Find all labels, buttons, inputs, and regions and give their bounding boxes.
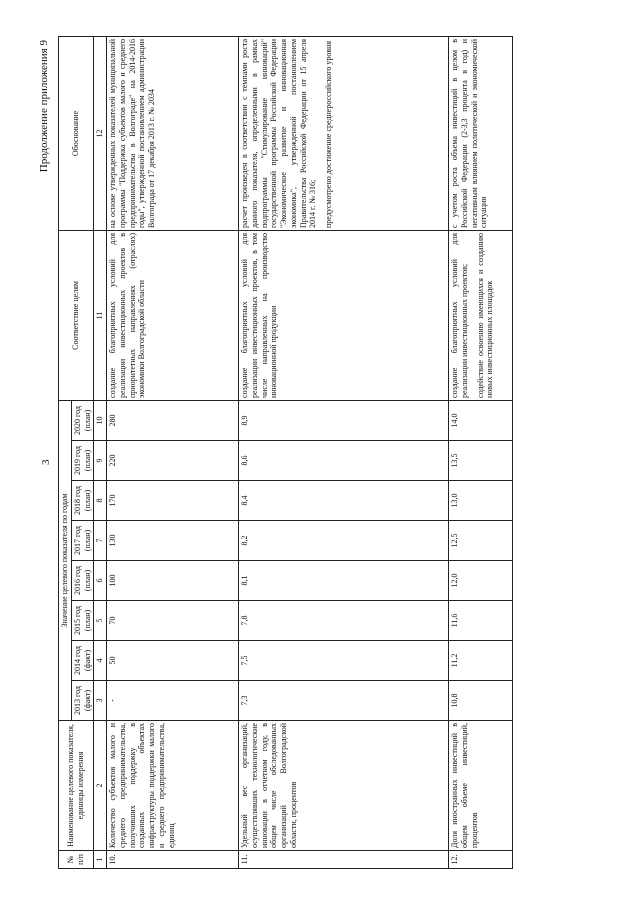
col-number: 1 — [94, 851, 107, 869]
basis-text: расчет произведен в соответствии с темпами роста данного показателя, определенными в рамках подпрограммы "Стимулирование инноваций" государственной программы Российской Федерации "Экономическое развитие и инновационная экономика", утвержденной постановлением Правительства Российской Федерации от 15 апреля 2014 г. № 316; — [240, 38, 318, 228]
col-number: 6 — [94, 561, 107, 601]
header-values-group: Значение целевого показателя по годам — [59, 400, 72, 720]
value-2017: 12,5 — [449, 521, 513, 561]
value-2018: 13,0 — [449, 481, 513, 521]
value-2019: 220 — [107, 441, 239, 481]
target-indicators-table — [58, 36, 513, 869]
value-2015: 11,6 — [449, 601, 513, 641]
header-year-2015: 2015 год (план) — [71, 601, 94, 641]
value-2016: 100 — [107, 561, 239, 601]
indicator-name: Количество субъектов малого и среднего предпринимательства, получивших поддержку в созданных объектах инфраструктуры поддержки малого и среднего предпринимательства, единиц — [107, 721, 239, 851]
goal-text: создание благоприятных условий для реализации инвестиционных проектов в приоритетных направлениях (отраслях) экономики Волгоградской области — [107, 230, 239, 400]
row-number: 10. — [107, 851, 239, 869]
basis-cell — [239, 36, 449, 230]
value-2015: 70 — [107, 601, 239, 641]
value-2020: 8,9 — [239, 400, 449, 440]
goal-text: создание благоприятных условий для реализации инвестиционных проектов; — [450, 232, 469, 398]
basis-cell — [107, 36, 239, 230]
col-number: 5 — [94, 601, 107, 641]
value-2019: 13,5 — [449, 441, 513, 481]
col-number: 2 — [94, 721, 107, 851]
value-2014: 50 — [107, 641, 239, 681]
header-year-2013: 2013 год (факт) — [71, 681, 94, 721]
value-2014: 11,2 — [449, 641, 513, 681]
header-year-2020: 2020 год (план) — [71, 400, 94, 440]
value-2017: 130 — [107, 521, 239, 561]
page-number: 3 — [40, 459, 52, 465]
basis-text: на основе утвержденных показателей муниципальной программы "Поддержка субъектов малого и среднего предпринимательства в Волгограде" на 2014-2016 годы", утвержденной постановлением администрации Волгограда от 17 декабря 2013 г. № 2034 — [108, 38, 156, 228]
continuation-caption: Продолжение приложения 9 — [38, 40, 50, 173]
col-number: 10 — [94, 400, 107, 440]
row-number: 11. — [239, 851, 449, 869]
header-year-2014: 2014 год (факт) — [71, 641, 94, 681]
value-2018: 8,4 — [239, 481, 449, 521]
col-number: 3 — [94, 681, 107, 721]
header-year-2017: 2017 год (план) — [71, 521, 94, 561]
value-2017: 8,2 — [239, 521, 449, 561]
basis-cell — [449, 36, 513, 230]
header-num: № п/п — [59, 851, 94, 869]
header-year-2016: 2016 год (план) — [71, 561, 94, 601]
goal-text: создание благоприятных условий для реализации инвестиционных проектов, в том числе направленных на производство инновационной продукции — [239, 230, 449, 400]
indicator-name: Доля иностранных инвестиций в общем объеме инвестиций, процентов — [449, 721, 513, 851]
col-number: 4 — [94, 641, 107, 681]
header-basis: Обоснование — [59, 36, 94, 230]
header-name: Наименование целевого показателя, единицы измерения — [59, 721, 94, 851]
value-2013: - — [107, 681, 239, 721]
header-year-2019: 2019 год (план) — [71, 441, 94, 481]
basis-text: с учетом роста объема инвестиций в целом в Российской Федерации (2-3,3 процента в год) и негативным влиянием политической и экономической ситуации — [450, 38, 489, 228]
value-2015: 7,8 — [239, 601, 449, 641]
header-year-2018: 2018 год (план) — [71, 481, 94, 521]
value-2013: 10,8 — [449, 681, 513, 721]
basis-text-2: предусмотрено достижение среднероссийского уровня — [324, 40, 333, 228]
row-number: 12. — [449, 851, 513, 869]
table-row — [239, 36, 449, 868]
col-number: 12 — [94, 36, 107, 230]
col-number: 11 — [94, 230, 107, 400]
indicator-name: Удельный вес организаций, осуществлявших технологические инновации в отчетном году, в общем числе обследованных организаций Волгоградской области, процентов — [239, 721, 449, 851]
value-2014: 7,5 — [239, 641, 449, 681]
value-2020: 14,0 — [449, 400, 513, 440]
value-2016: 8,1 — [239, 561, 449, 601]
value-2019: 8,6 — [239, 441, 449, 481]
value-2016: 12,0 — [449, 561, 513, 601]
col-number: 8 — [94, 481, 107, 521]
table-row — [107, 36, 239, 868]
value-2020: 280 — [107, 400, 239, 440]
header-goals: Соответствие целям — [59, 230, 94, 400]
table-row — [449, 36, 513, 868]
value-2018: 170 — [107, 481, 239, 521]
col-number: 9 — [94, 441, 107, 481]
value-2013: 7,3 — [239, 681, 449, 721]
goal-text-2: содействие освоению имеющихся и созданию новых инвестиционных площадок — [475, 232, 495, 398]
col-number: 7 — [94, 521, 107, 561]
goal-cell — [449, 230, 513, 400]
